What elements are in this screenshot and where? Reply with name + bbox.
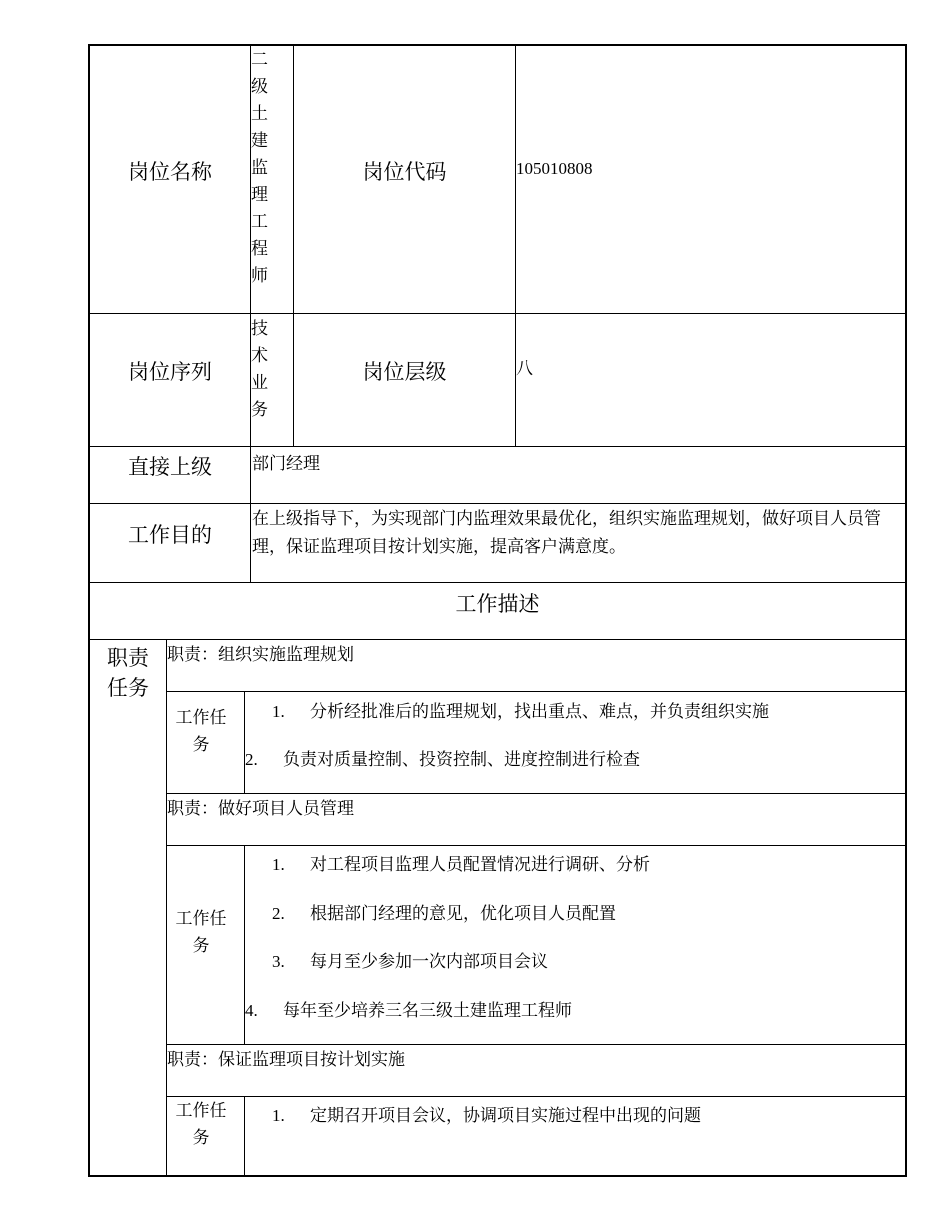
label-work-task: 工作任务 [175, 708, 227, 755]
task-item [272, 1101, 701, 1126]
task-number: 3. [272, 952, 285, 971]
row-divider [166, 793, 907, 794]
label-position-level: 岗位层级 [362, 360, 447, 384]
task-item [245, 996, 572, 1021]
task-item [272, 850, 650, 875]
task-text: 每月至少参加一次内部项目会议 [310, 952, 548, 971]
duty-title: 职责：保证监理项目按计划实施 [167, 1050, 405, 1069]
value-position-sequence: 技术业务 [251, 319, 268, 419]
row-divider [88, 503, 907, 504]
task-text: 对工程项目监理人员配置情况进行调研、分析 [310, 855, 650, 874]
row-divider [88, 313, 907, 314]
task-text: 每年至少培养三名三级土建监理工程师 [283, 1001, 572, 1020]
task-text: 定期召开项目会议，协调项目实施过程中出现的问题 [310, 1106, 701, 1125]
col-divider [515, 44, 516, 446]
task-number: 2. [272, 904, 285, 923]
row-divider [88, 582, 907, 583]
row-divider [166, 1044, 907, 1045]
task-item [272, 899, 616, 924]
value-position-level: 八 [516, 359, 533, 378]
task-number: 1. [272, 1106, 285, 1125]
row-divider [166, 691, 907, 692]
row-divider [166, 845, 907, 846]
label-work-purpose: 工作目的 [128, 523, 212, 547]
value-direct-superior: 部门经理 [252, 454, 320, 473]
label-direct-superior: 直接上级 [128, 455, 212, 479]
row-divider [166, 1096, 907, 1097]
col-divider [244, 691, 245, 794]
label-duties-tasks: 职责任务 [107, 646, 149, 700]
task-number: 2. [245, 750, 258, 769]
task-text: 负责对质量控制、投资控制、进度控制进行检查 [283, 750, 640, 769]
duty-title: 职责：组织实施监理规划 [167, 645, 354, 664]
section-title-work-description: 工作描述 [455, 592, 540, 616]
task-number: 1. [272, 702, 285, 721]
row-divider [88, 446, 907, 447]
label-work-task: 工作任务 [175, 909, 227, 956]
col-divider [244, 1096, 245, 1177]
label-work-task: 工作任务 [175, 1101, 227, 1148]
task-number: 1. [272, 855, 285, 874]
label-position-name: 岗位名称 [128, 160, 212, 184]
task-number: 4. [245, 1001, 258, 1020]
label-position-sequence: 岗位序列 [128, 360, 212, 384]
value-work-purpose: 在上级指导下，为实现部门内监理效果最优化，组织实施监理规划，做好项目人员管理，保证监理项目按计划实施，提高客户满意度。 [252, 509, 881, 556]
label-position-code: 岗位代码 [362, 160, 447, 184]
task-text: 分析经批准后的监理规划，找出重点、难点，并负责组织实施 [310, 702, 769, 721]
task-item [272, 697, 769, 722]
task-item [272, 947, 548, 972]
task-item [245, 745, 640, 770]
duty-title: 职责：做好项目人员管理 [167, 799, 354, 818]
value-position-code: 105010808 [516, 159, 593, 178]
value-position-name: 二级土建监理工程师 [251, 50, 268, 285]
row-divider [88, 639, 907, 640]
task-text: 根据部门经理的意见，优化项目人员配置 [310, 904, 616, 923]
